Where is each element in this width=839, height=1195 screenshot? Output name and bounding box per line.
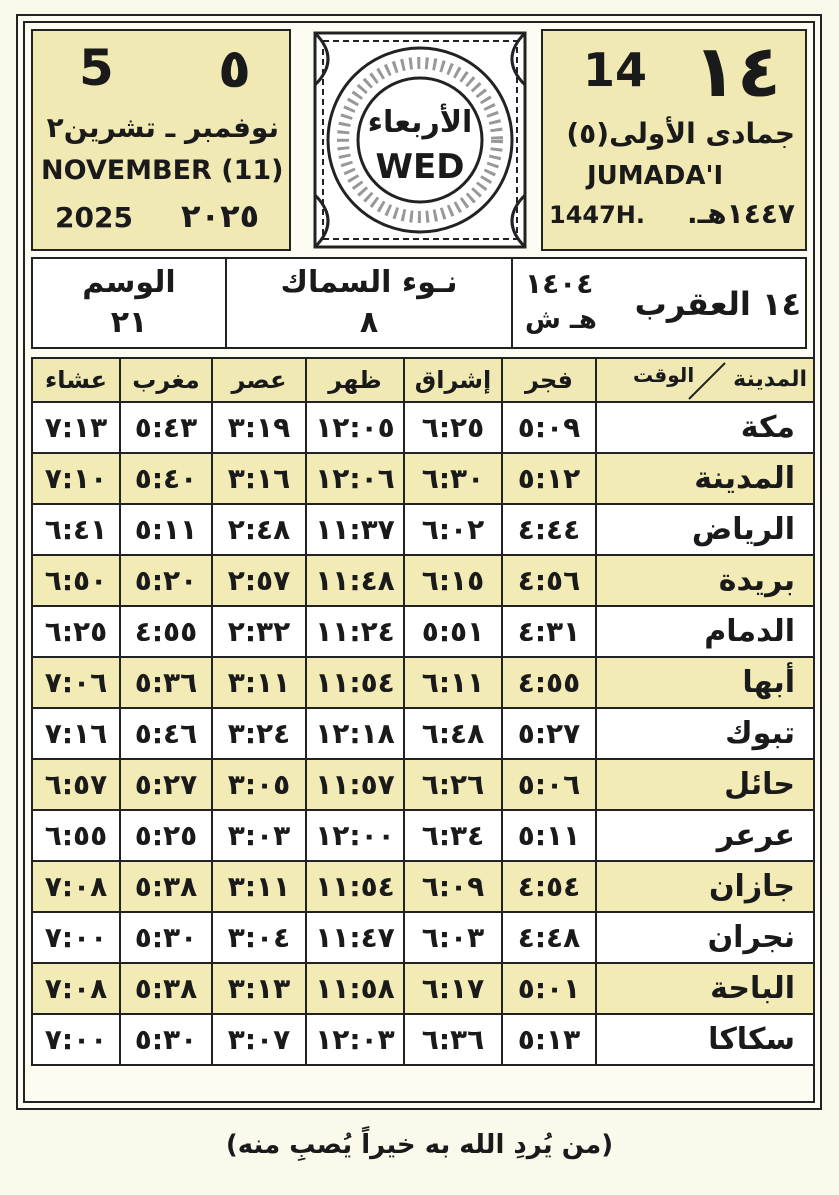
season-info-row — [31, 257, 807, 349]
prayer-time-cell: ٧:٠٠ — [32, 912, 120, 963]
prayer-time-cell: ٣:٢٤ — [212, 708, 306, 759]
prayer-time-cell: ٥:٢٠ — [120, 555, 212, 606]
prayer-time-cell: ١١:٢٤ — [306, 606, 404, 657]
city-name: الرياض — [596, 504, 814, 555]
hijri-date-panel — [541, 29, 807, 251]
city-name: تبوك — [596, 708, 814, 759]
prayer-time-cell: ٦:٢٥ — [404, 402, 502, 453]
city-header: المدينة — [733, 367, 807, 392]
prayer-time-cell: ٥:١١ — [502, 810, 596, 861]
prayer-time-cell: ٣:١٣ — [212, 963, 306, 1014]
prayer-time-cell: ٥:٥١ — [404, 606, 502, 657]
hijri-year-latin: 1447H. — [549, 201, 645, 229]
table-row — [32, 1014, 814, 1065]
table-header-row — [32, 358, 814, 402]
prayer-time-cell: ١١:٥٤ — [306, 861, 404, 912]
prayer-time-cell: ٦:٠٩ — [404, 861, 502, 912]
prayer-time-cell: ٦:٠٣ — [404, 912, 502, 963]
prayer-time-cell: ٢:٣٢ — [212, 606, 306, 657]
naw-cell — [225, 259, 511, 347]
prayer-time-cell: ٦:٠٢ — [404, 504, 502, 555]
city-name: سكاكا — [596, 1014, 814, 1065]
prayer-time-cell: ١١:٥٧ — [306, 759, 404, 810]
prayer-time-cell: ٤:٥٥ — [502, 657, 596, 708]
calendar-sheet — [16, 14, 822, 1110]
prayer-time-cell: ٧:٠٨ — [32, 963, 120, 1014]
prayer-time-cell: ١١:٥٤ — [306, 657, 404, 708]
prayer-time-cell: ٣:٠٣ — [212, 810, 306, 861]
col-isha: عشاء — [32, 358, 120, 402]
prayer-time-cell: ٣:١١ — [212, 657, 306, 708]
col-shuruq: إشراق — [404, 358, 502, 402]
prayer-time-cell: ٤:٤٨ — [502, 912, 596, 963]
prayer-time-cell: ٥:٠٩ — [502, 402, 596, 453]
prayer-time-cell: ٦:٤١ — [32, 504, 120, 555]
greg-day-latin: 5 — [79, 39, 114, 97]
table-row — [32, 657, 814, 708]
prayer-time-cell: ٧:٠٦ — [32, 657, 120, 708]
prayer-time-cell: ١١:٤٨ — [306, 555, 404, 606]
prayer-time-cell: ٥:٢٧ — [502, 708, 596, 759]
greg-day-arabic: ٥ — [218, 37, 251, 100]
table-row — [32, 708, 814, 759]
prayer-time-cell: ٥:٣٨ — [120, 861, 212, 912]
prayer-time-cell: ٦:٣٦ — [404, 1014, 502, 1065]
city-name: عرعر — [596, 810, 814, 861]
col-dhuhr: ظهر — [306, 358, 404, 402]
table-row — [32, 555, 814, 606]
greg-year-arabic: ٢٠٢٥ — [181, 197, 260, 235]
prayer-time-cell: ٥:٤٠ — [120, 453, 212, 504]
prayer-time-cell: ٣:١١ — [212, 861, 306, 912]
prayer-time-cell: ١١:٣٧ — [306, 504, 404, 555]
col-fajr: فجر — [502, 358, 596, 402]
prayer-time-cell: ٢:٤٨ — [212, 504, 306, 555]
city-name: الدمام — [596, 606, 814, 657]
table-row — [32, 402, 814, 453]
calendar-frame — [23, 21, 815, 1103]
hijri-day-arabic: ١٤ — [693, 29, 781, 113]
city-name: أبها — [596, 657, 814, 708]
col-asr: عصر — [212, 358, 306, 402]
prayer-time-cell: ٦:٣٤ — [404, 810, 502, 861]
prayer-time-cell: ٥:٠٦ — [502, 759, 596, 810]
table-row — [32, 963, 814, 1014]
table-row — [32, 504, 814, 555]
naw-value: ٨ — [359, 305, 379, 340]
greg-month-english: NOVEMBER (11) — [41, 155, 284, 186]
prayer-time-cell: ٥:٢٥ — [120, 810, 212, 861]
prayer-time-cell: ١٢:١٨ — [306, 708, 404, 759]
prayer-time-cell: ١٢:٠٦ — [306, 453, 404, 504]
hijri-month-arabic: جمادى الأولى(٥) — [566, 117, 795, 150]
city-name: جازان — [596, 861, 814, 912]
prayer-time-cell: ٢:٥٧ — [212, 555, 306, 606]
prayer-time-cell: ١٢:٠٣ — [306, 1014, 404, 1065]
prayer-time-cell: ١١:٥٨ — [306, 963, 404, 1014]
time-header: الوقت — [633, 363, 695, 387]
seal-ornament — [311, 29, 529, 251]
prayer-time-cell: ٥:٣٨ — [120, 963, 212, 1014]
prayer-time-cell: ١٢:٠٥ — [306, 402, 404, 453]
hijri-day-latin: 14 — [583, 43, 648, 97]
footer-quote: (من يُردِ الله به خيراً يُصبِ منه) — [225, 1130, 614, 1160]
prayer-time-cell: ٥:١١ — [120, 504, 212, 555]
prayer-time-cell: ٦:٢٥ — [32, 606, 120, 657]
prayer-time-cell: ١١:٤٧ — [306, 912, 404, 963]
prayer-time-cell: ٥:٣٦ — [120, 657, 212, 708]
city-name: حائل — [596, 759, 814, 810]
prayer-time-cell: ٣:٠٤ — [212, 912, 306, 963]
hijri-month-english: JUMADA'I — [587, 161, 724, 191]
prayer-time-cell: ٤:٤٤ — [502, 504, 596, 555]
gregorian-date-panel — [31, 29, 291, 251]
table-row — [32, 861, 814, 912]
prayer-time-cell: ٥:٢٧ — [120, 759, 212, 810]
prayer-time-cell: ٣:١٩ — [212, 402, 306, 453]
naw-title: نـوء السماك — [280, 265, 458, 300]
prayer-time-cell: ٥:٤٦ — [120, 708, 212, 759]
table-row — [32, 810, 814, 861]
prayer-time-cell: ٣:٠٥ — [212, 759, 306, 810]
city-time-header — [596, 358, 814, 402]
prayer-time-cell: ٥:٤٣ — [120, 402, 212, 453]
prayer-time-cell: ٦:٢٦ — [404, 759, 502, 810]
prayer-time-cell: ٧:٠٠ — [32, 1014, 120, 1065]
prayer-time-cell: ٧:٠٨ — [32, 861, 120, 912]
greg-month-arabic: نوفمبر ـ تشرين٢ — [46, 111, 279, 144]
prayer-time-cell: ٥:١٢ — [502, 453, 596, 504]
greg-year-latin: 2025 — [55, 201, 133, 234]
city-name: نجران — [596, 912, 814, 963]
prayer-times-table — [31, 357, 815, 1066]
prayer-time-cell: ٥:٣٠ — [120, 1014, 212, 1065]
prayer-time-cell: ٥:٠١ — [502, 963, 596, 1014]
prayer-time-cell: ٧:١٦ — [32, 708, 120, 759]
prayer-time-cell: ٧:١٣ — [32, 402, 120, 453]
prayer-time-cell: ٦:٣٠ — [404, 453, 502, 504]
prayer-time-cell: ٦:١١ — [404, 657, 502, 708]
wasm-value: ٢١ — [110, 305, 148, 340]
table-row — [32, 759, 814, 810]
prayer-time-cell: ٦:٥٠ — [32, 555, 120, 606]
solar-date-cell — [511, 259, 811, 347]
prayer-time-cell: ٦:١٧ — [404, 963, 502, 1014]
prayer-time-cell: ٦:٥٥ — [32, 810, 120, 861]
prayer-time-cell: ١٢:٠٠ — [306, 810, 404, 861]
prayer-time-cell: ٣:٠٧ — [212, 1014, 306, 1065]
table-row — [32, 912, 814, 963]
weekday-arabic: الأربعاء — [367, 105, 473, 140]
city-name: مكة — [596, 402, 814, 453]
prayer-time-cell: ٣:١٦ — [212, 453, 306, 504]
col-maghrib: مغرب — [120, 358, 212, 402]
prayer-time-cell: ٥:٣٠ — [120, 912, 212, 963]
solar-date: ١٤ العقرب — [634, 285, 801, 323]
prayer-time-cell: ٦:١٥ — [404, 555, 502, 606]
solar-suffix: هـ ش — [525, 305, 597, 335]
wasm-title: الوسم — [82, 265, 176, 300]
prayer-time-cell: ٤:٣١ — [502, 606, 596, 657]
prayer-time-cell: ٦:٥٧ — [32, 759, 120, 810]
prayer-time-cell: ٤:٥٦ — [502, 555, 596, 606]
weekday-seal — [311, 29, 529, 251]
solar-year: ١٤٠٤ — [525, 267, 594, 300]
hijri-year-arabic: ١٤٤٧هـ. — [687, 197, 795, 230]
prayer-time-cell: ٧:١٠ — [32, 453, 120, 504]
city-name: المدينة — [596, 453, 814, 504]
prayer-time-cell: ٦:٤٨ — [404, 708, 502, 759]
prayer-time-cell: ٤:٥٤ — [502, 861, 596, 912]
city-name: الباحة — [596, 963, 814, 1014]
wasm-cell — [33, 259, 225, 347]
prayer-time-cell: ٤:٥٥ — [120, 606, 212, 657]
table-row — [32, 606, 814, 657]
weekday-english: WED — [375, 147, 465, 187]
table-row — [32, 453, 814, 504]
city-name: بريدة — [596, 555, 814, 606]
prayer-time-cell: ٥:١٣ — [502, 1014, 596, 1065]
